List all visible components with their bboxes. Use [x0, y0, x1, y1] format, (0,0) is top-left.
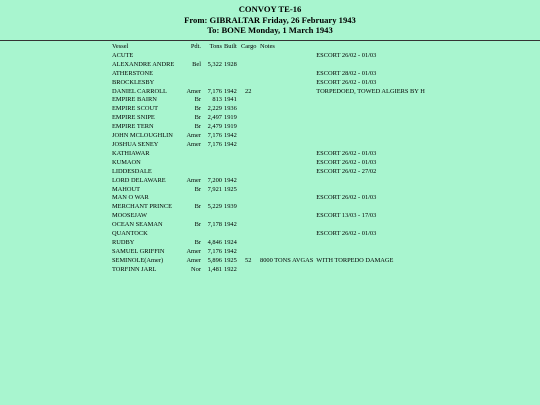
vessel-built: [224, 150, 241, 159]
vessel-built: 1924: [224, 238, 237, 246]
vessel-cargo-detail: [260, 96, 313, 105]
vessel-cargo: [241, 177, 260, 186]
vessel-cargo-detail: [260, 168, 313, 177]
vessel-notes: ESCORT 26/02 - 01/03: [316, 149, 377, 157]
vessel-built: 1942: [224, 140, 237, 148]
vessel-flag: Amer: [186, 176, 201, 184]
vessel-name: MOOSEJAW: [112, 212, 147, 220]
vessel-cargo: [241, 123, 260, 132]
vessel-built: 1942: [224, 176, 237, 184]
vessel-cargo-detail: [260, 221, 313, 230]
vessel-name: DANIEL CARROLL: [112, 87, 167, 95]
vessel-name: RUDBY: [112, 238, 135, 246]
vessel-built: 1928: [224, 60, 237, 68]
col-cargo-header: Cargo: [241, 43, 257, 50]
vessel-cargo: [241, 141, 260, 150]
col-built-header: Built: [224, 43, 237, 50]
vessel-built: 1925: [224, 256, 237, 264]
vessel-flag: Br: [194, 114, 201, 122]
table-row: [112, 239, 425, 248]
vessel-notes: [313, 114, 425, 123]
vessel-cargo: [241, 186, 260, 195]
vessel-cargo-detail: [260, 177, 313, 186]
vessel-notes: [313, 96, 425, 105]
convoy-destination: To: BONE Monday, 1 March 1943: [207, 25, 333, 35]
vessel-tons: 7,921: [207, 185, 222, 193]
table-row: [112, 105, 425, 114]
vessel-notes: [313, 248, 425, 257]
vessel-name: EMPIRE TERN: [112, 123, 154, 131]
vessel-cargo-detail: [260, 52, 313, 61]
table-row: [112, 266, 425, 275]
vessel-name: ATHERSTONE: [112, 69, 154, 77]
vessel-built: 1919: [224, 123, 237, 131]
table-row: [112, 52, 425, 61]
vessel-flag: Br: [194, 221, 201, 229]
vessel-cargo-detail: [260, 159, 313, 168]
vessel-cargo: [241, 194, 260, 203]
convoy-header: [0, 0, 540, 36]
vessel-name: ACUTE: [112, 51, 134, 59]
vessel-notes: [313, 132, 425, 141]
vessel-cargo: [241, 96, 260, 105]
vessel-cargo: [241, 105, 260, 114]
vessel-flag: [179, 212, 204, 221]
convoy-title: CONVOY TE-16: [238, 4, 302, 14]
table-row: [112, 96, 425, 105]
vessel-tons: 2,497: [207, 114, 222, 122]
vessel-tons: 1,481: [207, 265, 222, 273]
vessel-cargo: [241, 159, 260, 168]
table-row: [112, 88, 425, 97]
vessel-cargo-detail: [260, 248, 313, 257]
vessel-notes: [313, 221, 425, 230]
vessel-notes: [313, 239, 425, 248]
vessel-tons: [204, 150, 224, 159]
col-tons-header: Tons: [209, 43, 222, 50]
table-row: [112, 186, 425, 195]
table-row: [112, 230, 425, 239]
vessel-tons: 813: [212, 96, 222, 104]
vessel-notes: ESCORT 13/03 - 17/03: [316, 212, 377, 220]
vessel-cargo: [241, 168, 260, 177]
vessel-name: EMPIRE SCOUT: [112, 105, 158, 113]
vessel-cargo-detail: [260, 150, 313, 159]
table-row: [112, 132, 425, 141]
vessel-built: [224, 79, 241, 88]
vessel-cargo-detail: [260, 266, 313, 275]
vessel-built: 1925: [224, 185, 237, 193]
vessel-notes: [313, 105, 425, 114]
vessel-notes: TORPEDOED, TOWED ALGIERS BY H: [316, 87, 425, 95]
vessel-flag: Br: [194, 238, 201, 246]
vessel-built: [224, 168, 241, 177]
vessel-name: ALEXANDRE ANDRE: [112, 60, 175, 68]
vessel-built: [224, 70, 241, 79]
vessel-flag: Nor: [191, 265, 201, 273]
vessel-notes: WITH TORPEDO DAMAGE: [316, 256, 394, 264]
vessel-cargo-detail: [260, 141, 313, 150]
vessel-cargo: [241, 239, 260, 248]
vessel-cargo: [241, 61, 260, 70]
table-row: [112, 123, 425, 132]
vessel-flag: Br: [194, 96, 201, 104]
table-row: [112, 159, 425, 168]
vessel-cargo: [241, 114, 260, 123]
vessel-built: [224, 52, 241, 61]
vessel-notes: [313, 266, 425, 275]
vessel-tons: 5,229: [207, 203, 222, 211]
vessel-flag: Br: [194, 185, 201, 193]
vessel-tons: [204, 230, 224, 239]
vessel-name: EMPIRE SNIPE: [112, 114, 155, 122]
vessel-cargo: [241, 203, 260, 212]
vessel-flag: Amer: [186, 247, 201, 255]
vessel-tons: 7,200: [207, 176, 222, 184]
vessel-tons: 7,178: [207, 221, 222, 229]
vessel-built: 1942: [224, 221, 237, 229]
vessel-tons: 7,176: [207, 132, 222, 140]
vessel-tons: 4,846: [207, 238, 222, 246]
vessel-flag: [179, 168, 204, 177]
vessel-cargo: [241, 212, 260, 221]
table-row: [112, 168, 425, 177]
vessel-cargo-detail: [260, 239, 313, 248]
table-row: [112, 61, 425, 70]
vessel-name: LORD DELAWARE: [112, 176, 166, 184]
vessel-notes: ESCORT 26/02 - 01/03: [316, 78, 377, 86]
vessel-flag: [179, 79, 204, 88]
vessel-tons: [204, 212, 224, 221]
vessel-notes: ESCORT 26/02 - 01/03: [316, 158, 377, 166]
vessel-cargo: 52: [245, 256, 252, 264]
vessel-flag: Bel: [192, 60, 201, 68]
table-row: [112, 194, 425, 203]
table-row: [112, 70, 425, 79]
vessel-name: JOHN MCLOUGHLIN: [112, 132, 173, 140]
vessel-built: [224, 194, 241, 203]
vessel-notes: [313, 203, 425, 212]
vessel-flag: Br: [194, 203, 201, 211]
vessel-notes: ESCORT 28/02 - 01/03: [316, 69, 377, 77]
vessel-built: 1941: [224, 96, 237, 104]
table-row: [112, 257, 425, 266]
col-notes-header: Notes: [260, 43, 275, 50]
vessel-built: 1942: [224, 247, 237, 255]
vessel-flag: [179, 194, 204, 203]
vessel-cargo: [241, 150, 260, 159]
vessel-name: MAN O WAR: [112, 194, 149, 202]
vessel-flag: [179, 159, 204, 168]
col-vessel-header: Vessel: [112, 43, 129, 50]
vessel-notes: [313, 177, 425, 186]
vessel-built: 1922: [224, 265, 237, 273]
vessel-built: 1939: [224, 203, 237, 211]
vessel-flag: Amer: [186, 256, 201, 264]
vessel-tons: [204, 168, 224, 177]
vessel-cargo: [241, 266, 260, 275]
vessel-cargo-detail: [260, 132, 313, 141]
table-row: [112, 248, 425, 257]
vessel-name: OCEAN SEAMAN: [112, 221, 163, 229]
vessel-name: KUMAON: [112, 158, 141, 166]
vessel-cargo-detail: [260, 88, 313, 97]
vessel-flag: Br: [194, 105, 201, 113]
vessel-cargo-detail: [260, 203, 313, 212]
vessel-built: [224, 230, 241, 239]
table-row: [112, 150, 425, 159]
table-row: [112, 141, 425, 150]
vessel-tons: [204, 79, 224, 88]
vessel-notes: ESCORT 26/02 - 01/03: [316, 230, 377, 238]
vessel-cargo: [241, 230, 260, 239]
vessel-flag: [179, 230, 204, 239]
vessel-flag: [179, 150, 204, 159]
header-divider: [0, 40, 540, 41]
vessel-tons: 7,176: [207, 140, 222, 148]
vessel-cargo-detail: [260, 114, 313, 123]
vessel-flag: [179, 70, 204, 79]
vessel-cargo: [241, 248, 260, 257]
vessel-name: SAMUEL GRIFFIN: [112, 247, 165, 255]
vessel-cargo-detail: [260, 61, 313, 70]
vessel-tons: 5,896: [207, 256, 222, 264]
table-header-row: [112, 43, 425, 52]
vessel-name: MAHOUT: [112, 185, 141, 193]
vessel-name: JOSHUA SENEY: [112, 140, 159, 148]
table-row: [112, 177, 425, 186]
vessel-name: EMPIRE BAIRN: [112, 96, 157, 104]
vessel-cargo-detail: [260, 212, 313, 221]
vessel-name: LIDDESDALE: [112, 167, 152, 175]
vessel-tons: [204, 194, 224, 203]
vessel-cargo-detail: [260, 79, 313, 88]
vessel-cargo-detail: 8000 TONS AVGAS: [260, 256, 314, 264]
vessel-cargo: [241, 70, 260, 79]
col-flag-header: Pdt.: [190, 43, 201, 50]
table-row: [112, 79, 425, 88]
vessel-built: 1942: [224, 87, 237, 95]
vessel-cargo: [241, 52, 260, 61]
vessel-tons: [204, 70, 224, 79]
vessel-built: [224, 212, 241, 221]
vessel-tons: 5,322: [207, 60, 222, 68]
convoy-table: [112, 43, 425, 275]
vessel-tons: 2,479: [207, 123, 222, 131]
vessel-cargo-detail: [260, 230, 313, 239]
vessel-name: KATHIAWAR: [112, 149, 150, 157]
vessel-cargo-detail: [260, 70, 313, 79]
vessel-cargo-detail: [260, 194, 313, 203]
vessel-name: MERCHANT PRINCE: [112, 203, 173, 211]
table-row: [112, 203, 425, 212]
col-spacer-header: [313, 43, 425, 52]
vessel-cargo: [241, 132, 260, 141]
vessel-flag: Amer: [186, 132, 201, 140]
vessel-name: TORFINN JARL: [112, 265, 157, 273]
table-row: [112, 221, 425, 230]
vessel-notes: [313, 186, 425, 195]
vessel-flag: Br: [194, 123, 201, 131]
vessel-cargo: [241, 221, 260, 230]
table-row: [112, 212, 425, 221]
vessel-cargo: 22: [245, 87, 252, 95]
vessel-name: QUANTOCK: [112, 230, 148, 238]
vessel-cargo-detail: [260, 123, 313, 132]
vessel-notes: [313, 123, 425, 132]
vessel-notes: [313, 141, 425, 150]
vessel-tons: [204, 52, 224, 61]
vessel-tons: 7,176: [207, 87, 222, 95]
table-row: [112, 114, 425, 123]
vessel-built: 1919: [224, 114, 237, 122]
convoy-origin: From: GIBRALTAR Friday, 26 February 1943: [184, 14, 356, 25]
vessel-tons: [204, 159, 224, 168]
vessel-notes: [313, 61, 425, 70]
vessel-notes: ESCORT 26/02 - 01/03: [316, 194, 377, 202]
vessel-built: 1942: [224, 132, 237, 140]
vessel-name: BROCKLESBY: [112, 78, 155, 86]
vessel-built: 1936: [224, 105, 237, 113]
vessel-tons: 2,229: [207, 105, 222, 113]
vessel-cargo-detail: [260, 186, 313, 195]
vessel-flag: Amer: [186, 87, 201, 95]
vessel-flag: [179, 52, 204, 61]
vessel-notes: ESCORT 26/02 - 01/03: [316, 51, 377, 59]
vessel-name: SEMINOLE(Amer): [112, 256, 164, 264]
vessel-built: [224, 159, 241, 168]
vessel-flag: Amer: [186, 140, 201, 148]
vessel-cargo-detail: [260, 105, 313, 114]
vessel-tons: 7,176: [207, 247, 222, 255]
vessel-cargo: [241, 79, 260, 88]
vessel-notes: ESCORT 26/02 - 27/02: [316, 167, 377, 175]
